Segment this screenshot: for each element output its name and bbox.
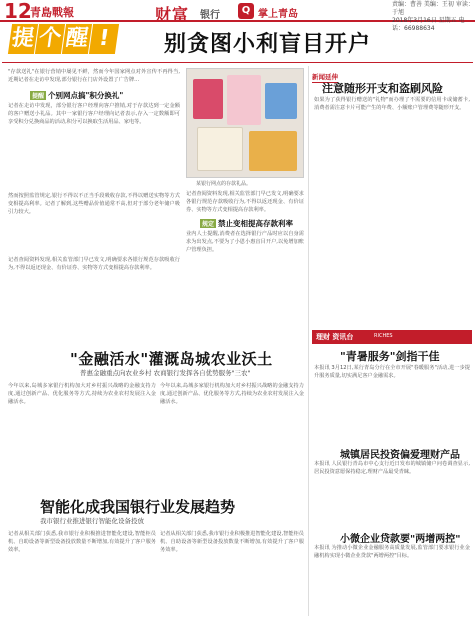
banner-char: ! (89, 24, 119, 54)
banner-char: 醒 (62, 24, 92, 54)
right-body-4: 本报讯 为推动小微企业金融服务高质量发展,监管部门要求银行业金融机构实现小微企业贷款"两增两控"目标。 (314, 545, 470, 559)
right-body-1: 如果为了获得银行赠送的"礼物"而办理了不需要的信用卡或储蓄卡,消费者需注意卡片可能产生的年费、小额账户管理费等随形开支。 (314, 97, 470, 111)
article2-subheadline: 普惠金融重点向农业乡村 农商银行发挥各自优势服务"三农" (80, 369, 251, 377)
right-body-3: 本报讯 人民银行青岛市中心支行近日发布的城镇储户问卷调查显示,居民投资意愿保持稳定,理财产品最受青睐。 (314, 461, 470, 475)
banner-char: 提 (8, 24, 38, 54)
gift-box-image (193, 79, 223, 119)
right-body-2: 本报讯 3月12日,某行青岛分行在全市开展"春暖服务"活动,进一步提升服务质量,切实满足客户金融需求。 (314, 365, 470, 379)
subheading-text: 禁止变相提高存款利率 (218, 219, 294, 228)
article2-headline: "金融活水"灌溉岛城农业沃土 (70, 350, 273, 368)
article3-headline: 智能化成我国银行业发展趋势 (40, 498, 236, 516)
masthead-meta (392, 1, 475, 33)
subheading-2 (200, 218, 293, 229)
right-headline-2: "青暑服务"剑指干佳 (340, 350, 440, 363)
finance-info-band (312, 330, 472, 344)
article3-body: 记者从相关部门获悉,我市银行业积极推进智能化建设,智能柜员机、自助设备等新型设备投放数量不断增加,有效提升了客户服务效率。 (160, 531, 304, 553)
article-body-4: 业内人士提醒,消费者在选择银行产品时应以自身需求为出发点,不要为了小恩小惠盲目开户,以免增加账户管理负担。 (186, 231, 304, 253)
article-body-1: 记者在走访中发现，部分银行客户经理向客户推销,对于存款达到一定金额的客户赠送小礼品。其中一家银行客户经理向记者表示,存入一定数额即可享受积分兑换商品的活动,积分可以换取生活用品、家电等。 (8, 103, 180, 125)
news-extension-label: 新闻延伸 (312, 73, 338, 81)
article-body-5: 记者查阅资料发现,相关监管部门早已发文,明确要求各银行规范存款吸收行为,不得以返还现金、有价证券、实物等方式变相提高存款利率。 (8, 257, 180, 271)
subheading-tag: 规定 (202, 221, 215, 228)
photo-caption: 某银行网点的存款礼品。 (196, 181, 252, 187)
gift-box-image (249, 131, 297, 171)
band-label: 理财 资讯台 (316, 333, 354, 341)
article-body-2: 然而按照监管规定,银行不得以不正当手段吸收存款,不得以赠送实物等方式变相提高利率。记者了解到,这些赠品价值通常不高,但对于部分老年储户吸引力较大。 (8, 193, 180, 215)
right-headline-1: 注意随形开支和盗刷风险 (322, 82, 443, 95)
paper-name: 青島戰報 (30, 6, 74, 19)
date-line: 2018年3月16日 星期五 电话：66988634 (392, 17, 465, 32)
banner-headline (10, 24, 120, 64)
column-divider (308, 66, 309, 616)
right-headline-3: 城镇居民投资偏爱理财产品 (340, 450, 460, 461)
banner-char: 个 (35, 24, 65, 54)
article-intro: "存款送礼"在银行营销中屡见不鲜，然而今年国家网点对外宣传不再得当,近期记者在走访中发现,部分银行在门店外设置了广告牌... (8, 69, 180, 83)
gift-box-image (197, 127, 243, 171)
main-headline: 别贪图小利盲目开户 (164, 31, 372, 57)
subsection-title: 银行 (200, 10, 220, 21)
page-number: 12 (4, 0, 32, 23)
app-logo-icon: Q (238, 3, 254, 19)
news-extension-label-bar (312, 64, 472, 81)
article-photo (186, 68, 304, 178)
app-name: 掌上青岛 (258, 9, 298, 20)
article3-body: 记者从相关部门获悉,我市银行业积极推进智能化建设,智能柜员机、自助设备等新型设备投放数量不断增加,有效提升了客户服务效率。 (8, 531, 156, 553)
article2-body: 今年以来,岛城多家银行机构加大对乡村振兴战略的金融支持力度,通过创新产品、优化服务等方式,持续为农业农村发展注入金融活水。 (8, 383, 156, 405)
masthead (0, 0, 475, 32)
gift-box-image (265, 83, 297, 119)
article2-body: 今年以来,岛城多家银行机构加大对乡村振兴战略的金融支持力度,通过创新产品、优化服务等方式,持续为农业农村发展注入金融活水。 (160, 383, 304, 405)
subheading-1 (30, 90, 123, 101)
divider (2, 62, 473, 63)
editor-line: 责编：曹善 美编：王初 审读：于旭 (392, 1, 474, 16)
subheading-tag: 提醒 (32, 93, 45, 100)
gift-box-image (227, 75, 261, 125)
article3-subheadline: 我市银行业推进银行智能化设备投放 (40, 517, 144, 525)
article-body-3: 记者查阅资料发现,相关监管部门早已发文,明确要求各银行规范存款吸收行为,不得以返还现金、有价证券、实物等方式变相提高存款利率。 (186, 191, 304, 213)
subheading-text: 个别网点搞"积分换礼" (48, 91, 124, 100)
band-sublabel: RICHES (374, 333, 393, 339)
section-title: 财富 (155, 5, 190, 24)
right-headline-4: 小微企业贷款要"两增两控" (340, 534, 461, 545)
